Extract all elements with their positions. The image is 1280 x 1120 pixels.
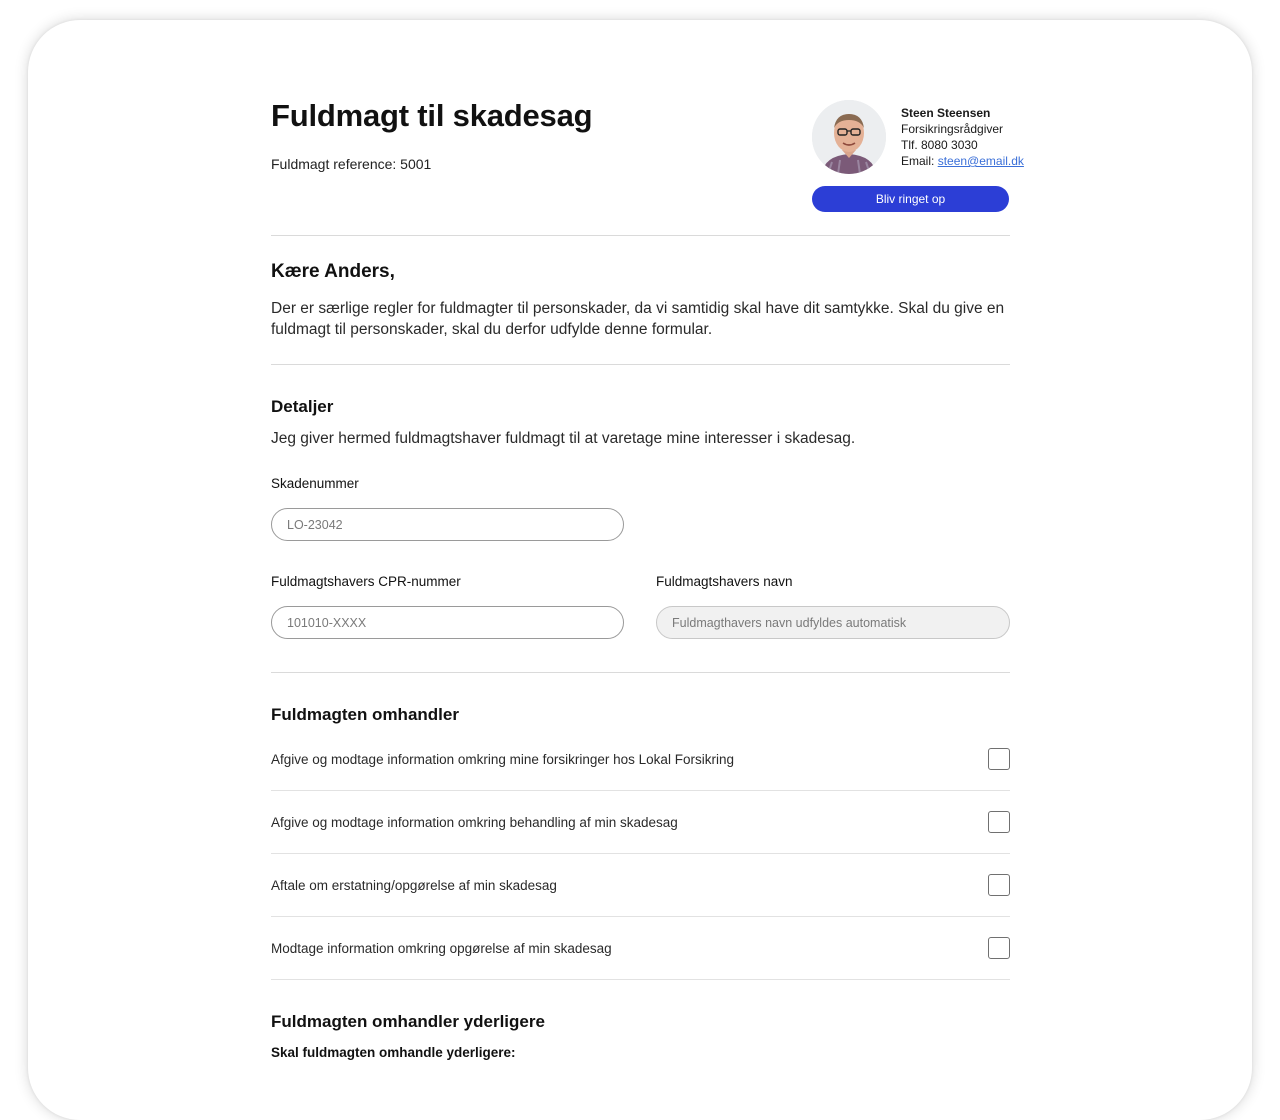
scope-item[interactable] [271,854,1010,917]
extra-question: Skal fuldmagten omhandle yderligere: [271,1045,516,1060]
advisor-phone: Tlf. 8080 3030 [901,138,978,152]
claim-number-label: Skadenummer [271,476,359,491]
advisor-avatar [812,100,886,174]
scope-checkbox[interactable] [988,937,1010,959]
scope-item[interactable] [271,728,1010,791]
scope-item[interactable] [271,791,1010,854]
page-title: Fuldmagt til skadesag [271,98,593,133]
advisor-email-link[interactable]: steen@email.dk [937,154,1024,168]
details-heading: Detaljer [271,397,334,416]
row-divider [271,979,1010,980]
advisor-info [901,105,1024,169]
details-text: Jeg giver hermed fuldmagtshaver fuldmagt til at varetage mine interesser i skadesag. [271,430,856,447]
scope-checkbox[interactable] [988,811,1010,833]
advisor-email-row [901,153,1024,169]
cpr-number-label: Fuldmagtshavers CPR-nummer [271,574,461,589]
claim-number-input[interactable] [271,508,624,541]
scope-item-label: Afgive og modtage information omkring behandling af min skadesag [271,815,678,830]
intro-text: Der er særlige regler for fuldmagter til personskader, da vi samtidig skal have dit samtykke. Skal du give en fuldmagt til personskader, skal du derfor udfylde denne formular. [271,300,1005,338]
divider [271,235,1010,236]
advisor-email-label: Email: [901,154,935,168]
proxy-name-input [656,606,1010,639]
advisor-role: Forsikringsrådgiver [901,122,1004,136]
divider [271,364,1010,365]
cpr-number-input[interactable] [271,606,624,639]
scope-item-label: Modtage information omkring opgørelse af min skadesag [271,941,612,956]
scope-checkbox[interactable] [988,748,1010,770]
extra-heading: Fuldmagten omhandler yderligere [271,1012,545,1031]
divider [271,672,1010,673]
call-me-button[interactable]: Bliv ringet op [812,186,1009,212]
reference-number: Fuldmagt reference: 5001 [271,156,432,172]
proxy-name-label: Fuldmagtshavers navn [656,574,793,589]
advisor-photo-icon [812,100,886,174]
scope-heading: Fuldmagten omhandler [271,705,459,724]
scope-item[interactable] [271,917,1010,980]
scope-checkbox[interactable] [988,874,1010,896]
greeting: Kære Anders, [271,261,395,282]
advisor-name: Steen Steensen [901,106,991,120]
scope-item-label: Afgive og modtage information omkring mine forsikringer hos Lokal Forsikring [271,752,734,767]
scope-item-label: Aftale om erstatning/opgørelse af min skadesag [271,878,557,893]
